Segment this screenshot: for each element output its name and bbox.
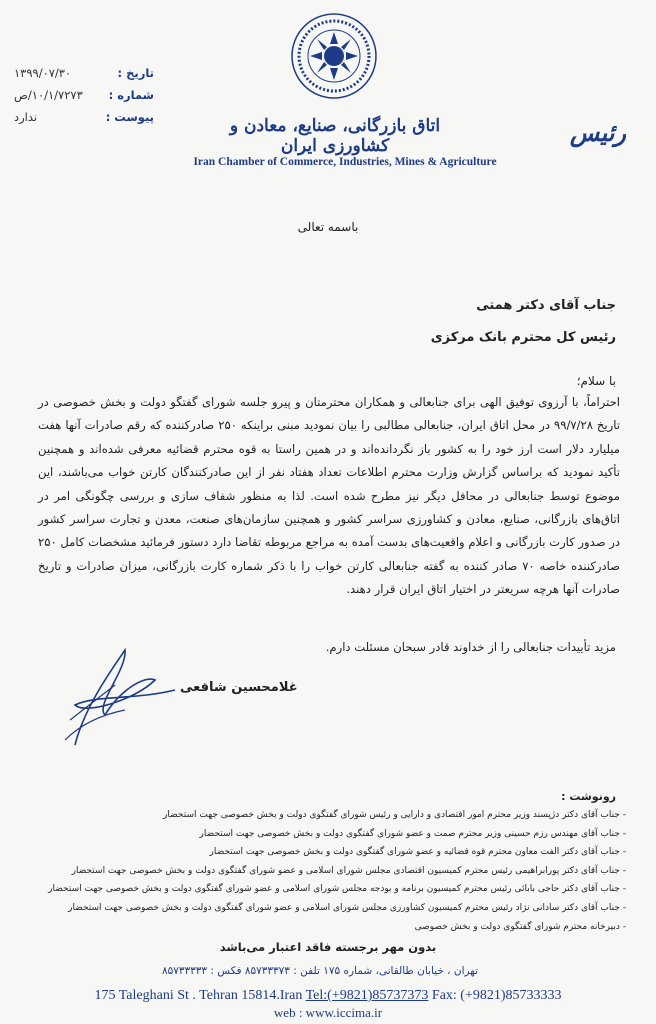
cc-item: - جناب آقای دکتر پورابراهیمی رئیس محترم کمیسیون اقتصادی مجلس شورای اسلامی و عضو شورای گفتگوی دولت و بخش خصوصی جهت استحضار (71, 865, 626, 876)
chamber-name-en: Iran Chamber of Commerce, Industries, Mines & Agriculture (193, 156, 497, 168)
meta-date-row (14, 62, 154, 84)
chairman-title: رئیس (569, 118, 626, 147)
address-en-prefix: 175 Taleghani St . Tehran 15814.Iran (94, 988, 306, 1003)
date-value: ۱۳۹۹/۰۷/۳۰ (14, 66, 72, 80)
chamber-logo (290, 12, 378, 100)
stamp-note: بدون مهر برجسته فاقد اعتبار می‌باشد (219, 940, 437, 954)
cc-item: - جناب آقای دکتر الفت معاون محترم قوه قضائیه و عضو شورای گفتگوی دولت و بخش خصوصی جهت استحضار (209, 847, 626, 858)
number-value: ۱۰/۱/۷۲۷۳/ص (14, 88, 83, 102)
cc-list (26, 806, 626, 936)
cc-item: - دبیرخانه محترم شورای گفتگوی دولت و بخش خصوصی (414, 921, 626, 932)
address-fa: تهران ، خیابان طالقانی، شماره ۱۷۵ تلفن : ۸۵۷۳۳۳۷۳ فکس : ۸۵۷۳۳۳۳۳ (161, 965, 479, 977)
addressee-title: رئیس کل محترم بانک مرکزی (430, 330, 616, 345)
number-label: شماره : (108, 88, 154, 102)
signer-name: غلامحسین شافعی (180, 680, 298, 695)
greeting: با سلام؛ (576, 374, 616, 388)
signature-icon (55, 645, 185, 755)
attachment-label: پیوست : (105, 110, 154, 124)
meta-number-row (14, 84, 154, 106)
cc-item: - جناب آقای دکتر دژپسند وزیر محترم امور اقتصادی و دارایی و رئیس شورای گفتگوی دولت و بخش خصوصی جهت استحضار (163, 810, 626, 820)
cc-item: - جناب آقای دکتر سادانی نژاد رئیس محترم کمیسیون کشاورزی مجلس شورای اسلامی و عضو شورای گفتگوی دولت و بخش خصوصی جهت استحضار (68, 902, 626, 913)
addressee-name: جناب آقای دکتر همتی (476, 298, 616, 313)
addressee (431, 290, 616, 354)
phone-link[interactable]: Tel:(+9821)85737373 (305, 988, 429, 1003)
letter-meta (14, 62, 154, 128)
cc-item: - جناب آقای دکتر حاجی بابائی رئیس محترم کمیسیون برنامه و بودجه مجلس شورای اسلامی و عضو شورای گفتگوی دولت و بخش خصوصی جهت استحضار (48, 884, 626, 895)
chamber-name-fa: اتاق بازرگانی، صنایع، معادن و کشاورزی ایران (229, 116, 441, 156)
closing-line: مزید تأییدات جنابعالی را از خداوند قادر سبحان مسئلت دارم. (325, 640, 616, 654)
date-label: تاریخ : (117, 66, 154, 80)
address-en (0, 988, 656, 1004)
website-link[interactable]: web : www.iccima.ir (273, 1005, 383, 1020)
meta-attachment-row (14, 106, 154, 128)
invocation: باسمه تعالی (297, 220, 359, 234)
fax-text: Fax: (+9821)85733333 (428, 988, 562, 1003)
letter-body: احتراماً، با آرزوی توفیق الهی برای جنابعالی و همکاران محترمتان و پیرو جلسه شورای گفتگو دولت و بخش خصوصی در تاریخ ۹۹/۷/۲۸ در محل اتاق ایران، جنابعالی مطالبی را بیان نمودید مبنی براینکه ۲۵۰ صادرکننده که رقم صادرات آنها هفت میلیارد دلار است ارز خود را به کشور باز نگردانده‌اند و در همین راستا به قوه محترم قضائیه معرفی شده‌اند و همچنین تأکید نمودید که براساس گزارش وزارت محترم اطلاعات تعداد هفتاد نفر از این صادرکنندگان کارتن خواب می‌باشند، این موضوع توسط جنابعالی در محافل دیگر نیز مطرح شده است. لذا به منظور شفاف سازی و بررسی چگونگی امر در اتاق‌های بازرگانی، صنایع، معادن و کشاورزی سراسر کشور و همچنین سازمان‌های صنعت، معدن و تجارت سراسر کشور در صدور کارت بازرگانی و اعلام واقعیت‌های بدست آمده به مراجع مربوطه تقاضا دارد دستور فرمائید مشخصات کامل ۲۵۰ صادرکننده خاصه ۷۰ صادر کننده به گفته جنابعالی کارتن خواب را با ذکر شماره کارت بازرگانی، میزان صادرات و تاریخ صادرات آنها هرچه سریعتر در اختیار اتاق ایران قرار دهند. (38, 395, 621, 597)
cc-item: - جناب آقای مهندس رزم حسینی وزیر محترم صمت و عضو شورای گفتگوی دولت و بخش خصوصی جهت استحضار (199, 828, 626, 839)
cc-title: رونوشت : (561, 790, 616, 803)
attachment-value: ندارد (14, 110, 38, 124)
